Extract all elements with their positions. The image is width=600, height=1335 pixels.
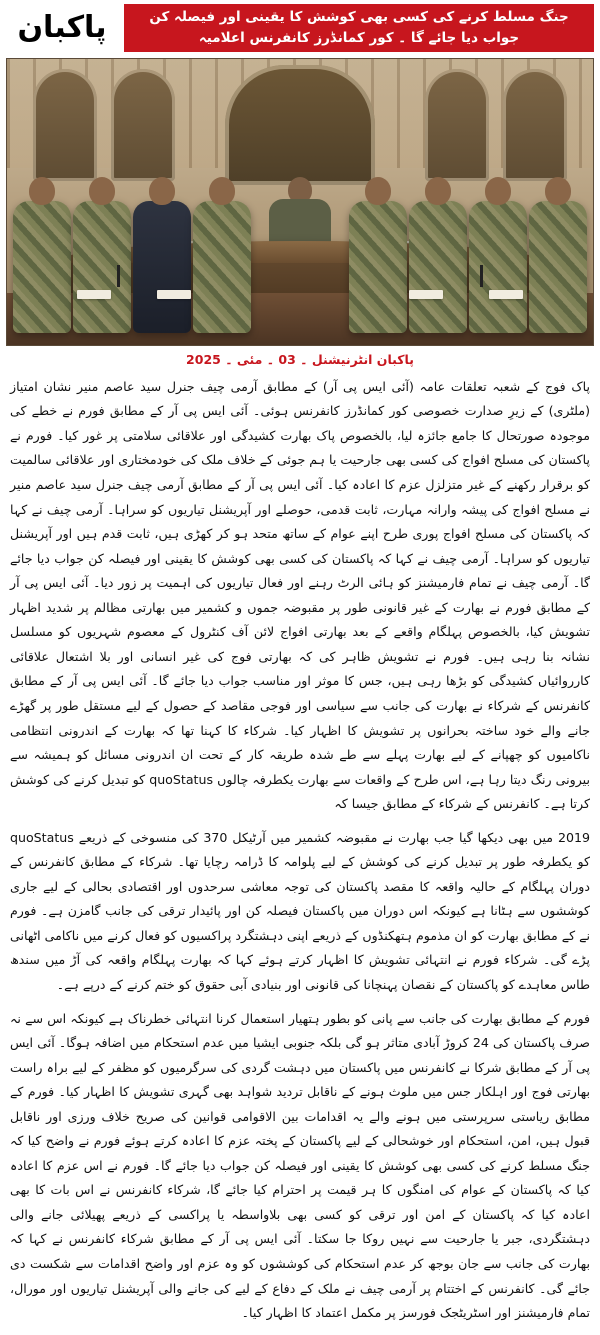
publication-logo[interactable]: [6, 4, 124, 52]
attendee-head: [545, 177, 571, 205]
article-paragraph: پاک فوج کے شعبہ تعلقات عامہ (آئی ایس پی آر) کے مطابق آرمی چیف جنرل سید عاصم منیر نشان امتیاز (ملٹری) کے زیرِ صدارت خصوصی کور کمانڈرز کانفرنس ہوئی۔ آئی ایس پی آر کے مطابق فورم نے خطے کی موجودہ صورتحال کا جامع جائزہ لیا، بالخصوص پاک بھارت کشیدگی اور علاقائی سلامتی پر غور کیا۔ فورم نے پاکستان کی مسلح افواج کی کسی بھی جارحیت یا ہم جوئی کے خلاف ملک کی خودمختاری اور علاقائی سالمیت کو برقرار رکھنے کے غیر متزلزل عزم کا اعادہ کیا۔ آئی ایس پی آر کے مطابق آرمی چیف جنرل سید عاصم منیر نے مسلح افواج کی پیشہ وارانہ مہارت، ثابت قدمی، حوصلے اور آپریشنل تیاریوں کو سراہا۔ آرمی چیف نے کہا کہ پاکستان کی مسلح افواج پوری طرح اپنے عوام کے ساتھ متحد ہو کر کھڑی ہیں، ثابت قدم ہیں اور آپریشنل تیاریوں کو سراہا۔ آرمی چیف نے کہا کہ پاکستان کی کسی بھی کوشش کا یقینی اور فیصلہ کن جواب دیا جائے گا۔ آرمی چیف نے تمام فارمیشنز کو ہائی الرٹ رہنے اور فعال تیاریوں کی اہمیت پر زور دیا۔ آئی ایس پی آر کے مطابق فورم نے بھارت کے غیر قانونی طور پر مقبوضہ جموں و کشمیر میں بھارتی مظالم پر شدید اظہار تشویش کیا، بالخصوص پہلگام واقعے کے بعد بھارتی افواج لائن آف کنٹرول کے معصوم شہریوں کو مسلسل نشانہ بنا رہی ہیں۔ فورم نے تشویش ظاہر کی کہ بھارتی فوج کی غیر انسانی اور بلا اشتعال علاقائی کارروائیاں کشیدگی کو بڑھا رہی ہیں، جس کا موثر اور مناسب جواب دیا جائے گا۔ آئی ایس پی آر کے مطابق کانفرنس کے شرکاء نے بھارت کی جانب سے سیاسی اور فوجی مقاصد کے حصول کے لیے مستقل طور پر گھڑے جانے والے خود ساختہ بحرانوں پر تشویش کا اظہار کیا۔ شرکاء کا کہنا تھا کہ بھارت کے اندرونی انتظامی ناکامیوں کو چھپانے کے لیے بھارت پہلے سے طے شدہ طریقہ کار کے تحت ان اندرونی مسائل کو ہمیشہ سے بیرونی رنگ دیتا رہا ہے، اس طرح کے واقعات سے بھارت یکطرفہ چالوں quoStatus کو تبدیل کرنے کی کوشش کرتا ہے۔ کانفرنس کے شرکاء کے مطابق جیسا کہ: [9, 378, 590, 812]
dateline: پاکبان انٹرنیشنل ۔ 03 ۔ مئی ۔ 2025: [186, 351, 414, 367]
attendee-head: [149, 177, 175, 205]
attendee-head: [209, 177, 235, 205]
wall-arch: [111, 69, 175, 181]
headline-banner: [124, 4, 594, 52]
wall-arch-center: [225, 65, 375, 185]
article-paragraph: فورم کے مطابق بھارت کی جانب سے پانی کو بطور ہتھیار استعمال کرنا انتہائی خطرناک ہے کیونکہ اس سے نہ صرف پاکستان کی 24 کروڑ آبادی متاثر ہو گی بلکہ جنوبی ایشیا میں عدم استحکام میں اضافہ ہوگا۔ آئی ایس پی آر کے مطابق شرکا نے کانفرنس میں پاکستان میں دہشت گردی کی سرگرمیوں کو مظفر کے لیے براہ راست بھارتی فوج اور اہلکار جس میں ملوث ہونے کے ناقابل تردید شواہد بھی گہری تشویش کا اظہار کیا۔ فورم کے مطابق ریاستی سرپرستی میں ہونے والے یہ اقدامات بین الاقوامی قوانین کی صریح خلاف ورزی اور ناقابل قبول ہیں، امن، استحکام اور خوشحالی کے لیے پاکستان کے پختہ عزم کا اعادہ کرتے ہوئے فورم نے واضح کیا کہ جنگ مسلط کرنے کی کسی بھی کوشش کا یقینی اور فیصلہ کن جواب دیا جائے گا۔ فورم نے اس عزم کا اعادہ کیا کہ پاکستان کے عوام کی امنگوں کا ہر قیمت پر احترام کیا جائے گا، شرکاء کانفرنس نے اس بات کا بھی اعادہ کیا کہ پاکستان کے امن اور ترقی کو کسی بھی بلاواسطہ یا پراکسی کے ذریعے پھیلائی جانے والی دہشتگردی، جبر یا جارحیت سے نہیں روکا جا سکتا۔ آئی ایس پی آر کے مطابق شرکاء کانفرنس نے کہا کہ بھارت کی جانب سے جان بوجھ کر عدم استحکام کی کوششوں کو وہ عزم اور واضح اقدامات سے شکست دی جائے گی۔ کانفرنس کے اختتام پر آرمی چیف نے ملک کے دفاع کے لیے کی جانے والی آپریشنل تیاریوں اور مورال، تمام فارمیشنز اور اسٹریٹجک فورسز پر مکمل اعتماد کا اظہار کیا۔: [10, 1010, 590, 1321]
attendee: [193, 201, 251, 333]
microphone-icon: [480, 265, 483, 287]
wall-arch: [503, 69, 567, 181]
attendee: [349, 201, 407, 333]
conference-photo: [6, 58, 594, 346]
wall-arch: [33, 69, 97, 181]
attendee-head: [89, 177, 115, 205]
document-on-table: [489, 290, 523, 299]
masthead: [0, 0, 600, 54]
attendee-head: [29, 177, 55, 205]
microphone-icon: [117, 265, 120, 287]
document-on-table: [157, 290, 191, 299]
attendee: [73, 201, 131, 333]
article-photo: [6, 58, 594, 346]
attendee: [529, 201, 587, 333]
article-body: [0, 375, 600, 1326]
attendee-head: [485, 177, 511, 205]
attendee-civilian: [133, 201, 191, 333]
attendee-head: [425, 177, 451, 205]
attendee: [469, 201, 527, 333]
attendee-head: [365, 177, 391, 205]
article-paragraph: 2019 میں بھی دیکھا گیا جب بھارت نے مقبوضہ کشمیر میں آرٹیکل 370 کی منسوخی کے ذریعے quoStatus کو یکطرفہ طور پر تبدیل کرنے کی کوشش کے لیے پلوامہ کا ڈرامہ رچایا تھا۔ شرکاء کے مطابق کانفرنس کے دوران پہلگام کے حالیہ واقعہ کا مقصد پاکستان کی توجہ معاشی سرحدوں اور اقتصادی بحالی کے لیے جاری کوششوں سے ہٹانا ہے کیونکہ اس دوران میں پاکستان فیصلہ کن اور پائیدار ترقی کی جانب گامزن ہے۔ فورم نے کے مطابق بھارت کو ان مذموم ہتھکنڈوں کے ذریعے اپنی دہشتگرد پراکسیوں کو فعال کرنے میں ناکامی اٹھانی پڑے گی۔ شرکاء فورم نے انتہائی تشویش کا اظہار کرتے ہوئے کہا کہ بھارت پہلگام واقعہ کی آڑ میں سندھ طاس معاہدے کو پاکستان کے نقصان پہنچانا کی قانونی اور بنیادی آبی حقوق کو ختم کرنے کے درپے ہے۔: [10, 829, 590, 992]
headline-text: جنگ مسلط کرنے کی کسی بھی کوشش کا یقینی اور فیصلہ کن جواب دیا جائے گا ۔ کور کمانڈرز کانفرنس اعلامیہ: [149, 9, 569, 46]
attendee: [409, 201, 467, 333]
wall-arch: [425, 69, 489, 181]
document-on-table: [409, 290, 443, 299]
logo-text: پاکبان: [17, 9, 107, 45]
document-on-table: [77, 290, 111, 299]
chairperson-body: [269, 199, 331, 245]
attendee: [13, 201, 71, 333]
